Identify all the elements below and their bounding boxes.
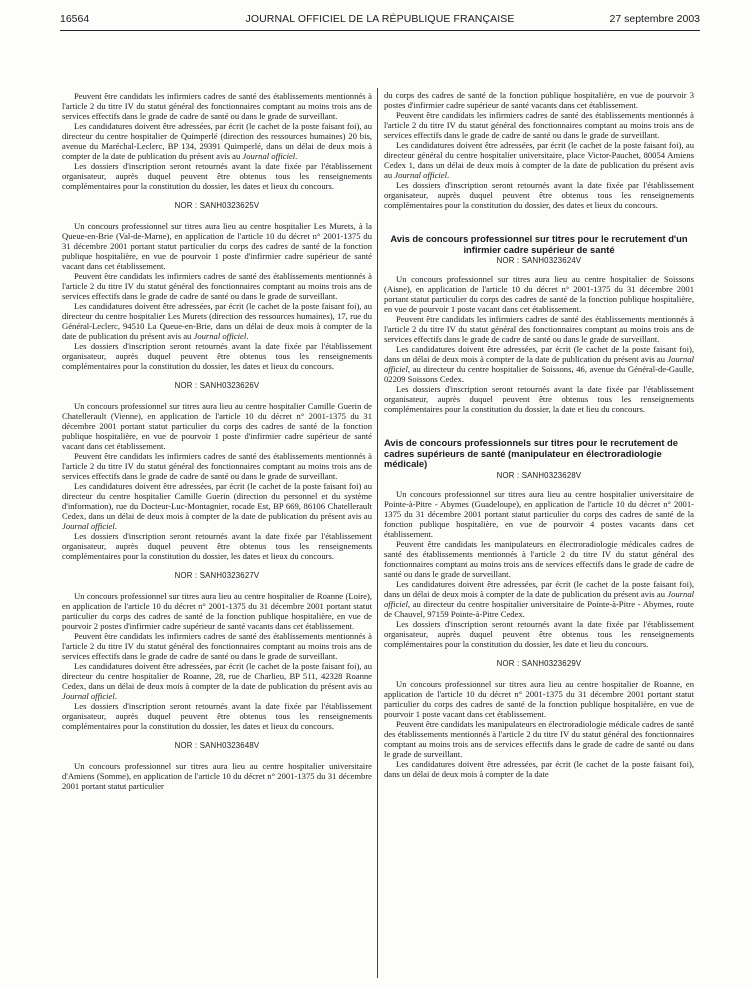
nor-reference: NOR : SANH0323627V [174, 571, 260, 580]
paragraph: Peuvent être candidats les infirmiers cadres de santé des établissements mentionnés à l'article 2 du titre IV du statut général des fonctionnaires comptant au moins trois ans de services effectifs dans le grade de cadre de santé ou dans le grade de surveillant. [62, 631, 372, 661]
paragraph: Les dossiers d'inscription seront retournés avant la date fixée par l'établissement organisateur, auprès duquel peuvent être obtenus tous les renseignements complémentaires pour la constitution du dossier, des dates et lieux du concours. [384, 180, 694, 210]
paragraph: Peuvent être candidats les manipulateurs en électroradiologie médicale cadres de santé des établissements mentionnés à l'article 2 du titre IV du statut général des fonctionnaires comptant au moins trois ans de services effectifs dans le grade de cadre de santé ou dans le grade de surveillant. [384, 718, 694, 759]
paragraph: Un concours professionnel sur titres aura lieu au centre hospitalier Les Murets, à la Queue-en-Brie (Val-de-Marne), en application de l'article 10 du décret n° 2001-1375 du 31 décembre 2001 portant statut particulier du corps des cadres de santé de la fonction publique hospitalière, en vue de pourvoir 1 poste d'infirmier cadre supérieur de santé vacant dans cet établissement. [62, 221, 372, 271]
nor-reference: NOR : SANH0323624V [496, 256, 582, 266]
header-rule [60, 30, 700, 31]
section-heading: Avis de concours professionnels sur titres pour le recrutement de cadres supérieurs de santé (manipulateur en électroradiologie médicale) [384, 437, 679, 470]
paragraph: Les dossiers d'inscription seront retournés avant la date fixée par l'établissement organisateur, auprès duquel peuvent être obtenus tous les renseignements complémentaires pour la constitution du dossier, les dates et lieux du concours. [62, 341, 372, 371]
issue-date: 27 septembre 2003 [609, 13, 700, 25]
section-heading: Avis de concours professionnel sur titres pour le recrutement d'un infirmier cadre supérieur de santé [390, 233, 688, 255]
nor-reference: NOR : SANH0323626V [174, 381, 260, 390]
paragraph: Un concours professionnel sur titres aura lieu au centre hospitalier de Soissons (Aisne), en application de l'article 10 du décret n° 2001-1375 du 31 décembre 2001 portant statut particulier du corps des cadres de santé de la fonction publique hospitalière, en vue de pourvoir 1 poste vacant dans cet établissement. [384, 274, 694, 315]
nor-reference: NOR : SANH0323628V [496, 470, 582, 480]
paragraph: du corps des cadres de santé de la fonction publique hospitalière, en vue de pourvoir 3 postes d'infirmier cadre supérieur de santé vacants dans cet établissement. [384, 90, 694, 110]
paragraph: Les dossiers d'inscription seront retournés avant la date fixée par l'établissement organisateur, auprès duquel peuvent être obtenus tous les renseignements complémentaires pour la constitution du dossier, les dates et lieux du concours. [62, 531, 372, 561]
nor-reference: NOR : SANH0323629V [496, 658, 582, 668]
paragraph: Un concours professionnel sur titres aura lieu au centre hospitalier Camille Guerin de Chatellerault (Vienne), en application de l'article 10 du décret n° 2001-1375 du 31 décembre 2001 portant statut particulier du corps des cadres de santé de la fonction publique hospitalière, en vue de pourvoir 1 poste d'infirmier cadre supérieur de santé vacant dans cet établissement. [62, 401, 372, 451]
paragraph: Les candidatures doivent être adressées, par écrit (le cachet de la poste faisant foi), dans un délai de deux mois à compter de la date de publication du présent avis au Journal officiel, au directeur du centre hospitalier universitaire de Pointe-à-Pitre - Abymes, route de Chauvel, 97159 Pointe-à-Pitre Cedex. [384, 578, 694, 619]
paragraph: Les candidatures doivent être adressées, par écrit (le cachet de la poste faisant foi), au directeur du centre hospitalier Les Murets (direction des ressources humaines), 17, rue du Général-Leclerc, 94510 La Queue-en-Brie, dans un délai de deux mois à compter de la date de publication du présent avis au Journal officiel. [62, 301, 372, 341]
paragraph: Peuvent être candidats les infirmiers cadres de santé des établissements mentionnés à l'article 2 du titre IV du statut général des fonctionnaires comptant au moins trois ans de services effectifs dans le grade de cadre de santé ou dans le grade de surveillant. [384, 110, 694, 140]
paragraph: Peuvent être candidats les infirmiers cadres de santé des établissements mentionnés à l'article 2 du titre IV du statut général des fonctionnaires comptant au moins trois ans de services effectifs dans le grade de cadre de santé ou dans le grade de surveillant. [62, 91, 372, 121]
paragraph: Les dossiers d'inscription seront retournés avant la date fixée par l'établissement organisateur, auprès duquel peuvent être obtenus tous les renseignements complémentaires pour la constitution du dossier, les date et lieu du concours. [384, 618, 694, 649]
paragraph: Les dossiers d'inscription seront retournés avant la date fixée par l'établissement organisateur, auprès duquel peuvent être obtenus tous les renseignements complémentaires pour la constitution du dossier, les dates et lieux du concours. [62, 161, 372, 191]
paragraph: Peuvent être candidats les infirmiers cadres de santé des établissements mentionnés à l'article 2 du titre IV du statut général des fonctionnaires comptant au moins trois ans de services effectifs dans le grade de cadre de santé ou dans le grade de surveillant. [384, 314, 694, 345]
paragraph: Les dossiers d'inscription seront retournés avant la date fixée par l'établissement organisateur, auprès duquel peuvent être obtenus tous les renseignements complémentaires pour la constitution du dossier, la date et lieu du concours. [384, 384, 694, 415]
paragraph: Les candidatures doivent être adressées, par écrit (le cachet de la poste faisant foi) au directeur du centre hospitalier Camille Guerin (direction du personnel et du système d'information), rue du Docteur-Luc-Montagnier, rocade Est, BP 669, 86106 Chatellerault Cedex, dans un délai de deux mois à compter de la date de publication du présent avis au Journal officiel. [62, 481, 372, 531]
paragraph: Un concours professionnel sur titres aura lieu au centre hospitalier universitaire d'Amiens (Somme), en application de l'article 10 du décret n° 2001-1375 du 31 décembre 2001 portant statut particulier [62, 761, 372, 791]
nor-reference: NOR : SANH0323648V [174, 741, 260, 750]
paragraph: Peuvent être candidats les infirmiers cadres de santé des établissements mentionnés à l'article 2 du titre IV du statut général des fonctionnaires comptant au moins trois ans de services effectifs dans le grade de cadre de santé ou dans le grade de surveillant. [62, 451, 372, 481]
paragraph: Un concours professionnel sur titres aura lieu au centre hospitalier universitaire de Pointe-à-Pitre - Abymes (Guadeloupe), en application de l'article 10 du décret n° 2001-1375 du 31 décembre 2001 portant statut particulier du corps des cadres de santé de la fonction publique hospitalière, en vue de pourvoir 4 postes vacants dans cet établissement. [384, 488, 694, 539]
column-divider [377, 88, 378, 978]
paragraph: Peuvent être candidats les infirmiers cadres de santé des établissements mentionnés à l'article 2 du titre IV du statut général des fonctionnaires comptant au moins trois ans de services effectifs dans le grade de cadre de santé ou dans le grade de surveillant. [62, 271, 372, 301]
paragraph: Les candidatures doivent être adressées, par écrit (le cachet de la poste faisant foi), dans un délai de deux mois à compter de la date de publication du présent avis au Journal officiel, au directeur du centre hospitalier de Soissons, 46, avenue du Général-de-Gaulle, 02209 Soissons Cedex. [384, 344, 694, 385]
left-column [62, 91, 372, 791]
paragraph: Peuvent être candidats les manipulateurs en électroradiologie médicales cadres de santé des établissements mentionnés à l'article 2 du titre IV du statut général des fonctionnaires comptant au moins trois ans de services effectifs dans le grade de cadre de santé ou dans le grade de surveillant. [384, 538, 694, 579]
paragraph: Les candidatures doivent être adressées, par écrit (le cachet de la poste faisant foi), dans un délai de deux mois à compter de la date [384, 758, 694, 779]
paragraph: Un concours professionnel sur titres aura lieu au centre hospitalier de Roanne (Loire), en application de l'article 10 du décret n° 2001-1375 du 31 décembre 2001 portant statut particulier du corps des cadres de santé de la fonction publique hospitalière, en vue de pourvoir 2 postes d'infirmier cadre supérieur de santé vacants dans cet établissement. [62, 591, 372, 631]
paragraph: Un concours professionnel sur titres aura lieu au centre hospitalier de Roanne, en application de l'article 10 du décret n° 2001-1375 du 31 décembre 2001 portant statut particulier du corps des cadres de santé de la fonction publique hospitalière, en vue de pourvoir 1 poste vacant dans cet établissement. [384, 678, 694, 719]
right-column [384, 90, 694, 779]
journal-title: JOURNAL OFFICIEL DE LA RÉPUBLIQUE FRANÇAISE [245, 13, 515, 25]
paragraph: Les candidatures doivent être adressées, par écrit (le cachet de la poste faisant foi), au directeur général du centre hospitalier universitaire, place Victor-Pauchet, 80054 Amiens Cedex 1, dans un délai de deux mois à compter de la date de publication du présent avis au Journal officiel. [384, 140, 694, 180]
nor-reference: NOR : SANH0323625V [174, 201, 260, 210]
paragraph: Les candidatures doivent être adressées, par écrit (le cachet de la poste faisant foi), au directeur du centre hospitalier de Quimperlé (direction des ressources humaines) 20 bis, avenue du Maréchal-Leclerc, BP 134, 29391 Quimperlé, dans un délai de deux mois à compter de la date de publication du présent avis au Journal officiel. [62, 121, 372, 161]
paragraph: Les candidatures doivent être adressées, par écrit (le cachet de la poste faisant foi), au directeur du centre hospitalier de Roanne, 28, rue de Charlieu, BP 511, 42328 Roanne Cedex, dans un délai de deux mois à compter de la date de publication du présent avis au Journal officiel. [62, 661, 372, 701]
paragraph: Les dossiers d'inscription seront retournés avant la date fixée par l'établissement organisateur, auprès duquel peuvent être obtenus tous les renseignements complémentaires pour la constitution du dossier, les dates et lieux du concours. [62, 701, 372, 731]
page-header [60, 13, 700, 31]
page-number: 16564 [60, 13, 90, 25]
